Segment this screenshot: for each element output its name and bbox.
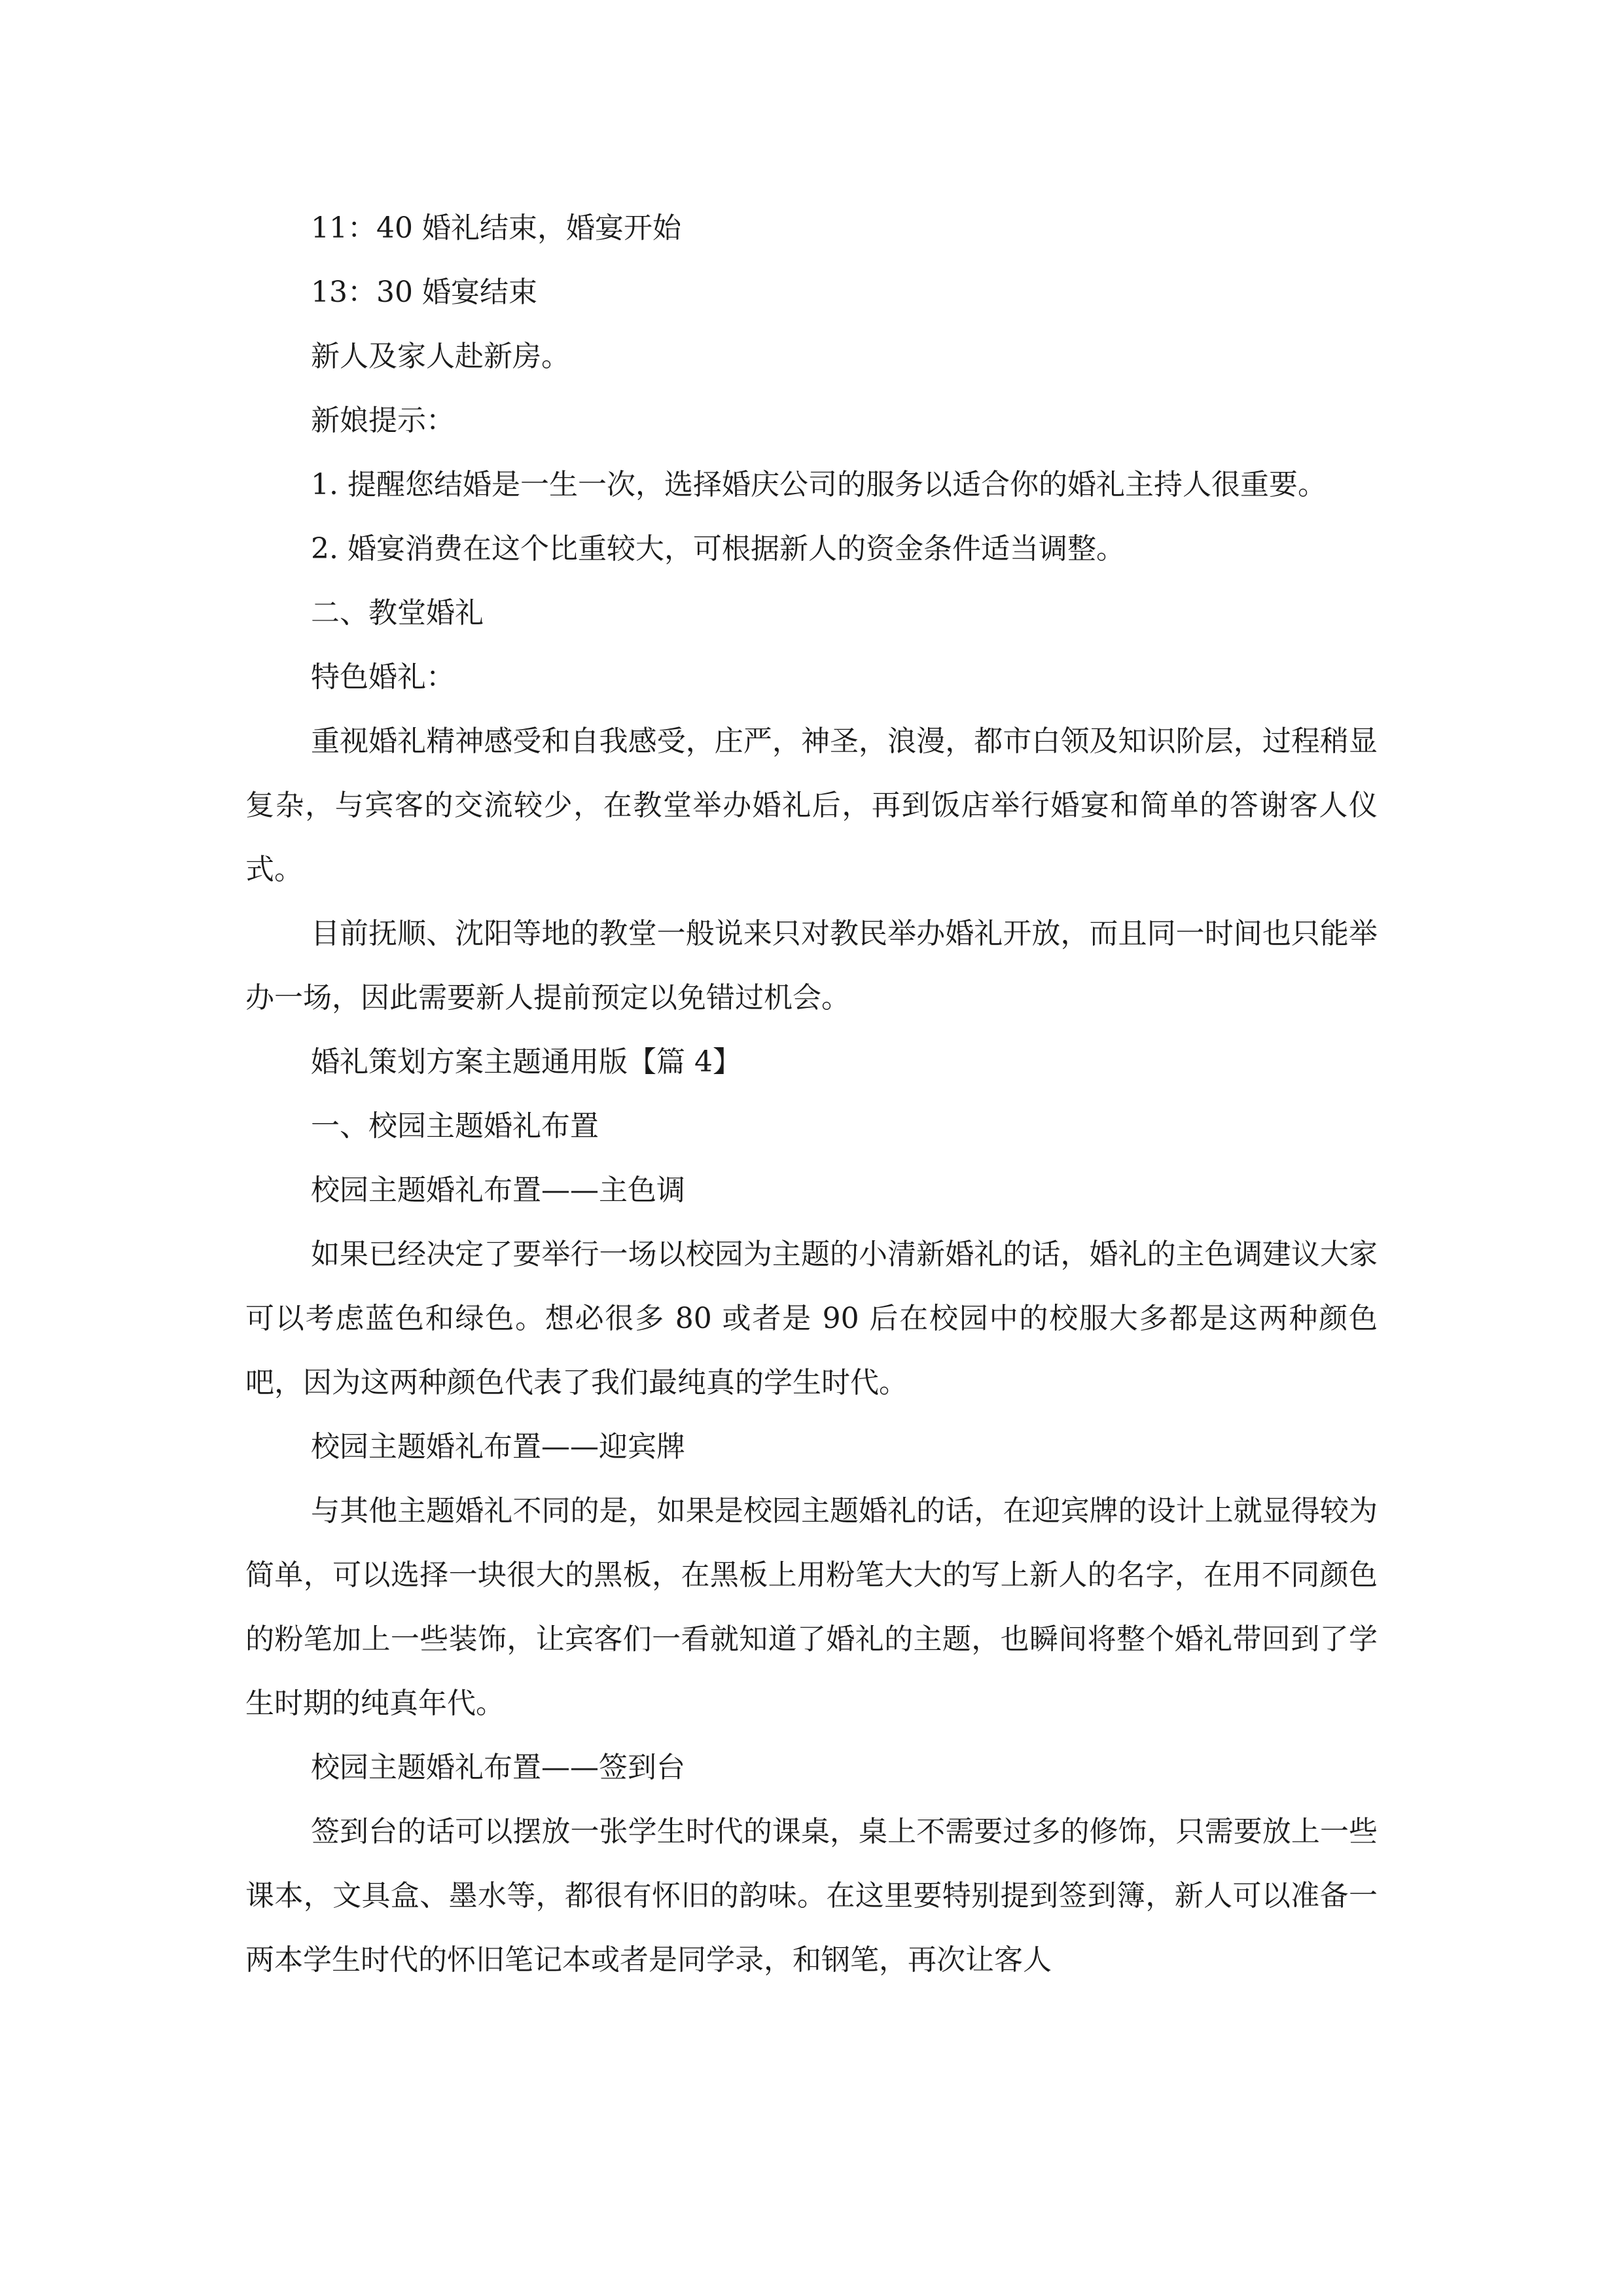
- paragraph: 重视婚礼精神感受和自我感受，庄严，神圣，浪漫，都市白领及知识阶层，过程稍显复杂，与宾客的交流较少，在教堂举办婚礼后，再到饭店举行婚宴和简单的答谢客人仪式。: [245, 725, 1378, 886]
- subsection-heading: 校园主题婚礼布置——签到台: [311, 1751, 685, 1784]
- paragraph: 如果已经决定了要举行一场以校园为主题的小清新婚礼的话，婚礼的主色调建议大家可以考虑蓝色和绿色。想必很多 80 或者是 90 后在校园中的校服大多都是这两种颜色吧，因为这两种颜色代表了我们最纯真的学生时代。: [245, 1238, 1378, 1399]
- section-heading: 一、校园主题婚礼布置: [311, 1109, 599, 1143]
- section-heading: 婚礼策划方案主题通用版【篇 4】: [311, 1045, 741, 1079]
- paragraph: 签到台的话可以摆放一张学生时代的课桌，桌上不需要过多的修饰，只需要放上一些课本，文具盒、墨水等，都很有怀旧的韵味。在这里要特别提到签到簿，新人可以准备一两本学生时代的怀旧笔记本或者是同学录，和钢笔，再次让客人: [245, 1815, 1378, 1977]
- document-body: [245, 196, 1378, 1992]
- paragraph: 新娘提示：: [311, 404, 455, 437]
- subsection-heading: 校园主题婚礼布置——主色调: [311, 1174, 685, 1207]
- paragraph: 目前抚顺、沈阳等地的教堂一般说来只对教民举办婚礼开放，而且同一时间也只能举办一场，因此需要新人提前预定以免错过机会。: [245, 917, 1378, 1014]
- paragraph: 特色婚礼：: [311, 660, 455, 694]
- paragraph: 11：40 婚礼结束，婚宴开始: [311, 211, 681, 245]
- paragraph: 与其他主题婚礼不同的是，如果是校园主题婚礼的话，在迎宾牌的设计上就显得较为简单，可以选择一块很大的黑板，在黑板上用粉笔大大的写上新人的名字，在用不同颜色的粉笔加上一些装饰，让宾客们一看就知道了婚礼的主题，也瞬间将整个婚礼带回到了学生时期的纯真年代。: [245, 1494, 1378, 1720]
- subsection-heading: 校园主题婚礼布置——迎宾牌: [311, 1430, 685, 1463]
- paragraph: 1. 提醒您结婚是一生一次，选择婚庆公司的服务以适合你的婚礼主持人很重要。: [311, 468, 1327, 501]
- paragraph: 2. 婚宴消费在这个比重较大，可根据新人的资金条件适当调整。: [311, 532, 1125, 565]
- section-heading: 二、教堂婚礼: [311, 596, 484, 630]
- paragraph: 新人及家人赴新房。: [311, 340, 570, 373]
- paragraph: 13：30 婚宴结束: [311, 276, 537, 309]
